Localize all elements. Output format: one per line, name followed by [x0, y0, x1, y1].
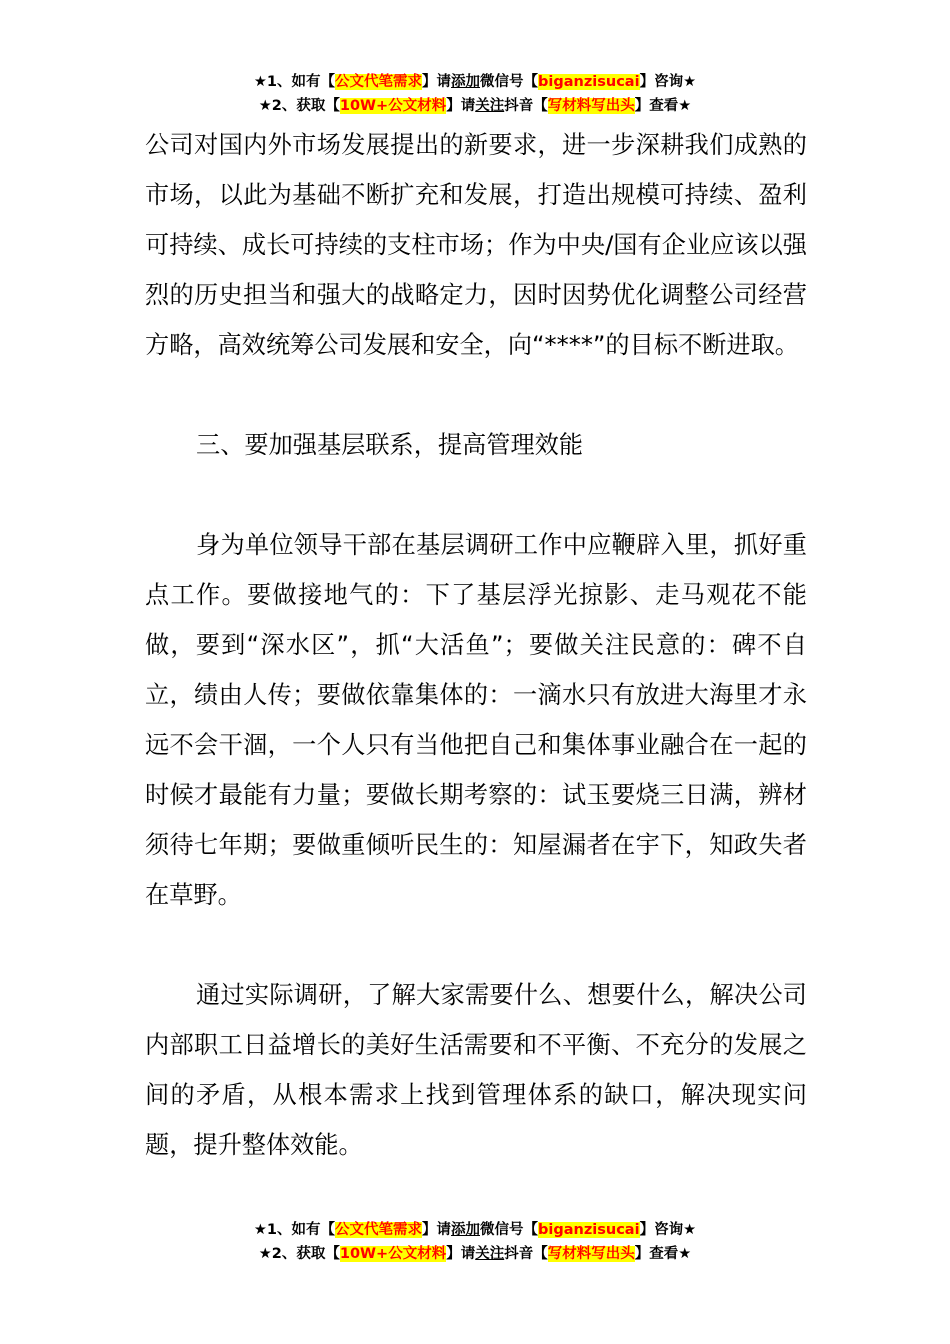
footer-promo-banner — [0, 1218, 950, 1266]
promo-underline-follow: 关注 — [475, 98, 505, 114]
document-body — [145, 120, 807, 1170]
promo-text: 抖音【 — [504, 1246, 548, 1262]
promo-line-1 — [0, 1218, 950, 1242]
promo-underline-add: 添加 — [451, 1222, 481, 1238]
paragraph-continued: 公司对国内外市场发展提出的新要求，进一步深耕我们成熟的市场，以此为基础不断扩充和发展，打造出规模可持续、盈利可持续、成长可持续的支柱市场；作为中央/国有企业应该以强烈的历史担当和强大的战略定力，因时因势优化调整公司经营方略，高效统筹公司发展和安全，向“****”的目标不断进取。 — [145, 131, 807, 359]
promo-highlight-douyin-account: 写材料写出头 — [547, 98, 635, 114]
promo-text: ★2、获取【 — [258, 1246, 340, 1262]
promo-text: 】请 — [422, 1222, 452, 1238]
promo-underline-add: 添加 — [451, 74, 481, 90]
promo-highlight-materials: 10W+公文材料 — [339, 1246, 447, 1262]
promo-highlight-service: 公文代笔需求 — [335, 1222, 423, 1238]
promo-text: 微信号【 — [480, 1222, 539, 1238]
promo-underline-follow: 关注 — [475, 1246, 505, 1262]
promo-highlight-service: 公文代笔需求 — [335, 74, 423, 90]
promo-text: 】请 — [446, 1246, 476, 1262]
paragraph-practical-research: 通过实际调研，了解大家需要什么、想要什么，解决公司内部职工日益增长的美好生活需要和不平衡、不充分的发展之间的矛盾，从根本需求上找到管理体系的缺口，解决现实问题，提升整体效能。 — [145, 981, 807, 1159]
promo-line-2 — [0, 94, 950, 118]
promo-highlight-wechat-id: biganzisucai — [538, 74, 640, 90]
promo-text: ★2、获取【 — [258, 98, 340, 114]
promo-text: 】咨询★ — [639, 1222, 697, 1238]
promo-highlight-wechat-id: biganzisucai — [538, 1222, 640, 1238]
section-heading-3: 三、要加强基层联系，提高管理效能 — [196, 431, 584, 459]
promo-text: 】咨询★ — [639, 74, 697, 90]
promo-text: 】请 — [446, 98, 476, 114]
promo-line-2 — [0, 1242, 950, 1266]
promo-line-1 — [0, 70, 950, 94]
promo-text: 微信号【 — [480, 74, 539, 90]
promo-highlight-materials: 10W+公文材料 — [339, 98, 447, 114]
promo-text: ★1、如有【 — [253, 74, 336, 90]
promo-text: ★1、如有【 — [253, 1222, 336, 1238]
header-promo-banner — [0, 70, 950, 118]
paragraph-grassroots-research: 身为单位领导干部在基层调研工作中应鞭辟入里，抓好重点工作。要做接地气的：下了基层浮光掠影、走马观花不能做，要到“深水区”，抓“大活鱼”；要做关注民意的：碑不自立，绩由人传；要做依靠集体的：一滴水只有放进大海里才永远不会干涸，一个人只有当他把自己和集体事业融合在一起的时候才最能有力量；要做长期考察的：试玉要烧三日满，辨材须待七年期；要做重倾听民生的：知屋漏者在宇下，知政失者在草野。 — [145, 531, 807, 909]
promo-text: 】查看★ — [634, 1246, 692, 1262]
promo-text: 】请 — [422, 74, 452, 90]
promo-text: 抖音【 — [504, 98, 548, 114]
promo-highlight-douyin-account: 写材料写出头 — [547, 1246, 635, 1262]
promo-text: 】查看★ — [634, 98, 692, 114]
